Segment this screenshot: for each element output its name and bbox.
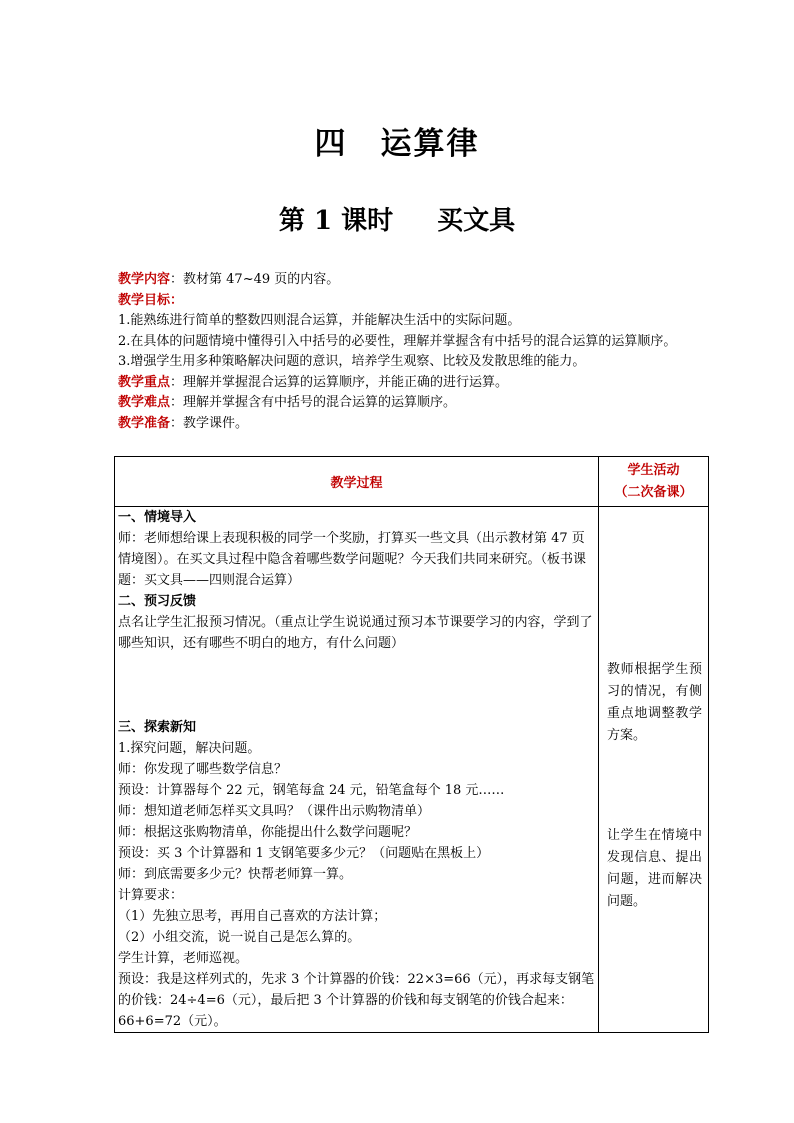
section-line: 师：到底需要多少元？快帮老师算一算。 <box>118 867 353 882</box>
section-title: 一、情境导入 <box>118 510 197 525</box>
lesson-info <box>118 270 688 434</box>
teaching-difficulty-text: ：理解并掌握含有中括号的混合运算的运算顺序。 <box>170 395 457 410</box>
lesson-title <box>0 203 794 239</box>
teaching-goal-item: 3.增强学生用多种策略解决问题的意识，培养学生观察、比较及发散思维的能力。 <box>118 354 586 369</box>
table-body-row <box>115 507 709 1033</box>
section-line: 师：你发现了哪些数学信息？ <box>118 762 288 777</box>
teaching-goals-heading: 教学目标： <box>118 292 184 308</box>
section-line: 师：根据这张购物清单，你能提出什么数学问题呢？ <box>118 825 418 840</box>
student-activity-cell <box>599 507 709 1033</box>
teaching-prep-text: ：教学课件。 <box>170 415 249 431</box>
section-line: 预设：买 3 个计算器和 1 支钢笔要多少元？（问题贴在黑板上） <box>118 846 490 861</box>
section-title: 二、预习反馈 <box>118 594 197 609</box>
teaching-content-label: 教学内容 <box>118 272 171 287</box>
teaching-goal-item: 2.在具体的问题情境中懂得引入中括号的必要性，理解并掌握含有中括号的混合运算的运算顺序。 <box>118 333 677 349</box>
chapter-title: 四 运算律 <box>314 126 480 162</box>
teaching-plan-table <box>114 456 709 1033</box>
table-header-row <box>115 457 709 507</box>
section-line: 1.探究问题，解决问题。 <box>118 741 261 756</box>
teaching-key-label: 教学重点 <box>118 374 171 390</box>
teaching-key-text: ：理解并掌握混合运算的运算顺序，并能正确的进行运算。 <box>170 374 509 390</box>
teaching-process-cell <box>115 507 599 1033</box>
section-title: 三、探索新知 <box>118 720 197 735</box>
section-line: 计算要求： <box>118 888 184 903</box>
teaching-content-text: ：教材第 47~49 页的内容。 <box>170 272 340 287</box>
header-student-activity: 学生活动 （二次备课） <box>599 457 709 507</box>
section-line: （1）先独立思考，再用自己喜欢的方法计算； <box>118 909 387 924</box>
section-line: 学生计算，老师巡视。 <box>118 951 249 966</box>
section-line: （2）小组交流，说一说自己是怎么算的。 <box>118 930 361 945</box>
section-line: 预设：我是这样列式的，先求 3 个计算器的价钱：22×3=66（元），再求每支钢笔的价钱：24÷4=6（元），最后把 3 个计算器的价钱和每支钢笔的价钱合起来：66+6=72（元）。 <box>118 972 595 1029</box>
teaching-goal-item: 1.能熟练进行简单的整数四则混合运算，并能解决生活中的实际问题。 <box>118 313 521 328</box>
lesson-number: 第 1 课时 <box>278 206 394 236</box>
teaching-key-point <box>118 373 688 394</box>
section-text: 点名让学生汇报预习情况。（重点让学生说说通过预习本节课要学习的内容，学到了哪些知识，还有哪些不明白的地方，有什么问题） <box>118 615 593 651</box>
header-teaching-process: 教学过程 <box>115 457 599 507</box>
teaching-content <box>118 270 688 291</box>
teaching-difficulty <box>118 393 688 414</box>
teaching-prep-label: 教学准备 <box>118 415 171 431</box>
teaching-goals-label: 教学目标 <box>118 292 171 308</box>
section-text: 师：老师想给课上表现积极的同学一个奖励，打算买一些文具（出示教材第 47 页情境图）。在买文具过程中隐含着哪些数学问题呢？今天我们共同来研究。（板书课题：买文具——四则混合运算） <box>118 531 587 588</box>
teaching-difficulty-label: 教学难点 <box>118 395 171 410</box>
side-note: 教师根据学生预习的情况，有侧重点地调整教学方案。 <box>607 662 702 743</box>
teaching-preparation <box>118 414 688 435</box>
side-note: 让学生在情境中发现信息、提出问题，进而解决问题。 <box>607 828 702 909</box>
lesson-name: 买文具 <box>437 206 516 236</box>
section-line: 师：想知道老师怎样买文具吗？（课件出示购物清单） <box>118 804 431 819</box>
section-line: 预设：计算器每个 22 元，钢笔每盒 24 元，铅笔盒每个 18 元…… <box>118 783 505 798</box>
